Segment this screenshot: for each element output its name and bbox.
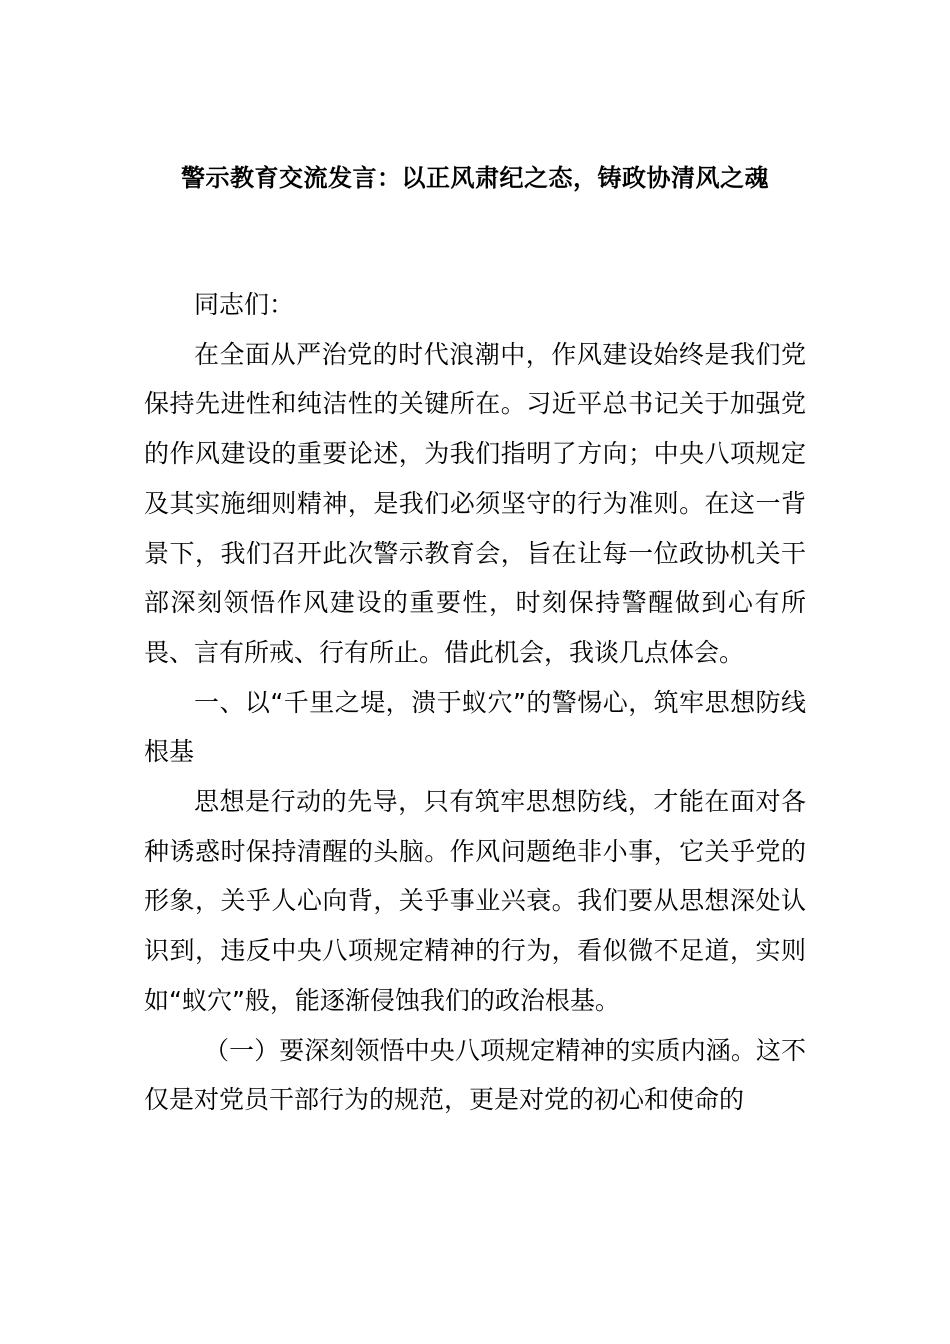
paragraph-section-1: 思想是行动的先导，只有筑牢思想防线，才能在面对各种诱惑时保持清醒的头脑。作风问题绝非小事，它关乎党的形象，关乎人心向背，关乎事业兴衰。我们要从思想深处认识到，违反中央八项规定精神的行为，看似微不足道，实则如“蚁穴”般，能逐渐侵蚀我们的政治根基。	[144, 787, 806, 1015]
document-body	[144, 280, 806, 1125]
section-heading-1: 一、以“千里之堤，溃于蚁穴”的警惕心，筑牢思想防线根基	[144, 687, 806, 767]
salutation: 同志们：	[194, 290, 295, 319]
document-title: 警示教育交流发言：以正风肃纪之态，铸政协清风之魂	[181, 164, 769, 192]
subsection-1-1: （一）要深刻领悟中央八项规定精神的实质内涵。这不仅是对党员干部行为的规范，更是对党的初心和使命的	[144, 1035, 806, 1115]
paragraph-intro: 在全面从严治党的时代浪潮中，作风建设始终是我们党保持先进性和纯洁性的关键所在。习近平总书记关于加强党的作风建设的重要论述，为我们指明了方向；中央八项规定及其实施细则精神，是我们必须坚守的行为准则。在这一背景下，我们召开此次警示教育会，旨在让每一位政协机关干部深刻领悟作风建设的重要性，时刻保持警醒做到心有所畏、言有所戒、行有所止。借此机会，我谈几点体会。	[144, 339, 806, 667]
